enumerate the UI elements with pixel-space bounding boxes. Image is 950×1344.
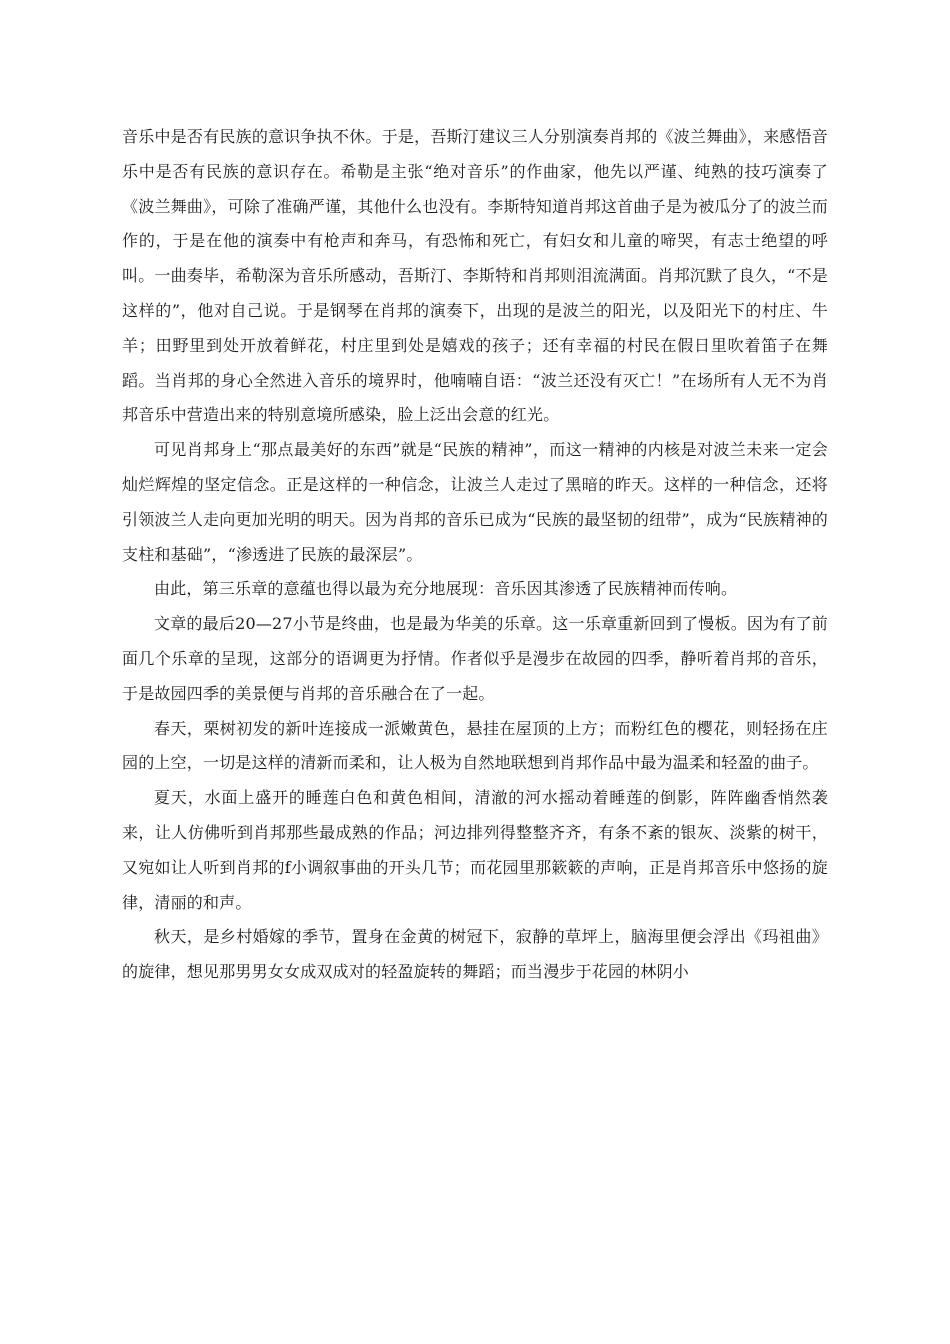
paragraph: 夏天，水面上盛开的睡莲白色和黄色相间，清澈的河水摇动着睡莲的倒影，阵阵幽香悄然袭来，让人仿佛听到肖邦那些最成熟的作品；河边排列得整整齐齐，有条不紊的银灰、淡紫的树干，又宛如让人听到肖邦的f小调叙事曲的开头几节；而花园里那簌簌的声响，正是肖邦音乐中悠扬的旋律，清丽的和声。 xyxy=(122,788,828,912)
paragraph: 由此，第三乐章的意蕴也得以最为充分地展现：音乐因其渗透了民族精神而传响。 xyxy=(154,579,738,599)
paragraph: 可见肖邦身上“那点最美好的东西”就是“民族的精神”，而这一精神的内核是对波兰未来一定会灿烂辉煌的坚定信念。正是这样的一种信念，让波兰人走过了黑暗的昨天。这样的一种信念，还将引领波兰人走向更加光明的明天。因为肖邦的音乐已成为“民族的最坚韧的纽带”，成为“民族精神的支柱和基础”，“渗透进了民族的最深层”。 xyxy=(122,440,828,564)
paragraph: 秋天，是乡村婚嫁的季节，置身在金黄的树冠下，寂静的草坪上，脑海里便会浮出《玛祖曲》的旋律，想见那男男女女成双成对的轻盈旋转的舞蹈；而当漫步于花园的林阴小 xyxy=(122,927,828,982)
paragraph: 春天，栗树初发的新叶连接成一派嫩黄色，悬挂在屋顶的上方；而粉红色的樱花，则轻扬在庄园的上空，一切是这样的清新而柔和，让人极为自然地联想到肖邦作品中最为温柔和轻盈的曲子。 xyxy=(122,718,828,773)
paragraph-continued: 音乐中是否有民族的意识争执不休。于是，吾斯汀建议三人分别演奏肖邦的《波兰舞曲》，来感悟音乐中是否有民族的意识存在。希勒是主张“绝对音乐”的作曲家，他先以严谨、纯熟的技巧演奏了《波兰舞曲》，可除了准确严谨，其他什么也没有。李斯特知道肖邦这首曲子是为被瓜分了的波兰而作的，于是在他的演奏中有枪声和奔马，有恐怖和死亡，有妇女和儿童的啼哭，有志士绝望的呼叫。一曲奏毕，希勒深为音乐所感动，吾斯汀、李斯特和肖邦则泪流满面。肖邦沉默了良久，“不是这样的”，他对自己说。于是钢琴在肖邦的演奏下，出现的是波兰的阳光，以及阳光下的村庄、牛羊；田野里到处开放着鲜花，村庄里到处是嬉戏的孩子；还有幸福的村民在假日里吹着笛子在舞蹈。当肖邦的身心全然进入音乐的境界时，他喃喃自语：“波兰还没有灭亡！”在场所有人无不为肖邦音乐中营造出来的特别意境所感染，脸上泛出会意的红光。 xyxy=(122,127,828,425)
paragraph: 文章的最后20—27小节是终曲，也是最为华美的乐章。这一乐章重新回到了慢板。因为有了前面几个乐章的呈现，这部分的语调更为抒情。作者似乎是漫步在故园的四季，静听着肖邦的音乐，于是故园四季的美景便与肖邦的音乐融合在了一起。 xyxy=(122,614,828,703)
article-body xyxy=(122,120,828,990)
